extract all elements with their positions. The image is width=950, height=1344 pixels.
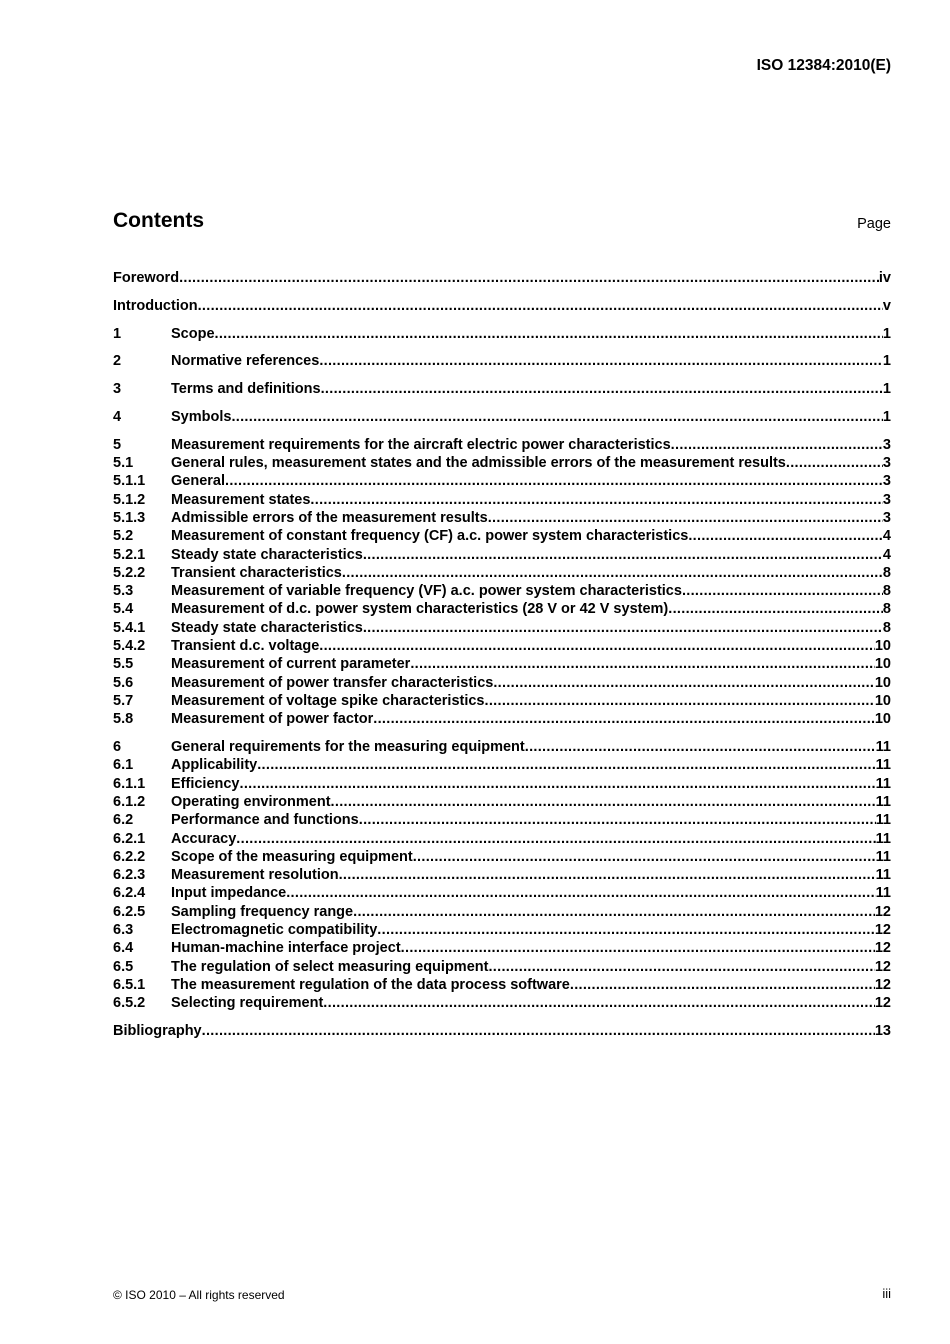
toc-entry-page: 12 [874, 958, 891, 975]
toc-entry-title: Scope of the measuring equipment [171, 848, 413, 865]
toc-entry-page: 11 [875, 775, 891, 792]
toc-entry-number: 6.2.3 [113, 867, 146, 884]
toc-dot-leader [319, 637, 875, 655]
toc-entry-number: 1 [113, 325, 122, 342]
toc-entry-page: iv [878, 270, 891, 286]
toc-entry-title: Admissible errors of the measurement results [171, 509, 488, 526]
toc-entry-title: Measurement of voltage spike characteristics [171, 692, 485, 709]
toc-entry-page: 13 [874, 1022, 891, 1039]
toc-entry[interactable] [113, 491, 891, 509]
toc-entry-page: 3 [882, 436, 891, 453]
toc-entry-page: 1 [882, 381, 891, 398]
toc-entry-page: 3 [882, 455, 891, 472]
toc-dot-leader [257, 756, 875, 774]
toc-entry-title: Steady state characteristics [171, 546, 363, 563]
toc-dot-leader [179, 269, 879, 287]
toc-entry-number: 5.4.1 [113, 619, 146, 636]
footer-copyright: © ISO 2010 – All rights reserved [113, 1288, 285, 1302]
toc-entry-title: Accuracy [171, 830, 237, 847]
toc-entry[interactable] [113, 655, 891, 673]
toc-entry[interactable] [113, 436, 891, 454]
toc-entry-title: Applicability [171, 757, 258, 774]
contents-heading: Contents [113, 209, 204, 232]
toc-entry-title: Steady state characteristics [171, 619, 363, 636]
toc-entry-number: 6.2 [113, 812, 134, 829]
toc-entry-title: Measurement of power factor [171, 711, 374, 728]
toc-dot-leader [319, 352, 883, 370]
toc-entry-page: 11 [875, 830, 891, 847]
toc-entry-page: 8 [882, 619, 891, 636]
toc-entry-title: Efficiency [171, 775, 240, 792]
toc-entry-number: 5.1.2 [113, 491, 146, 508]
toc-dot-leader [401, 939, 875, 957]
toc-dot-leader [331, 793, 876, 811]
toc-entry-title: Input impedance [171, 885, 287, 902]
toc-entry[interactable] [113, 939, 891, 957]
toc-entry[interactable] [113, 454, 891, 472]
toc-entry[interactable] [113, 848, 891, 866]
toc-entry[interactable] [113, 352, 891, 370]
toc-entry-title: Terms and definitions [171, 381, 321, 398]
toc-dot-leader [668, 600, 883, 618]
toc-entry[interactable] [113, 756, 891, 774]
toc-dot-leader [410, 655, 875, 673]
toc-dot-leader [525, 738, 876, 756]
toc-entry[interactable] [113, 1022, 891, 1040]
toc-entry-number: 6 [113, 739, 122, 756]
toc-entry-page: 12 [874, 903, 891, 920]
toc-entry-page: 11 [875, 885, 891, 902]
toc-entry-page: 1 [882, 408, 891, 425]
toc-entry-title: General [171, 473, 225, 490]
toc-entry[interactable] [113, 903, 891, 921]
toc-dot-leader [688, 527, 883, 545]
toc-entry-page: 1 [882, 353, 891, 370]
toc-entry-page: 10 [874, 674, 891, 691]
toc-dot-leader [377, 921, 875, 939]
toc-entry-page: 4 [882, 528, 891, 545]
toc-entry-title: Scope [171, 325, 215, 342]
toc-dot-leader [570, 976, 875, 994]
toc-entry[interactable] [113, 269, 891, 287]
toc-entry-title: Sampling frequency range [171, 903, 354, 920]
toc-entry[interactable] [113, 811, 891, 829]
toc-entry-number: 5.7 [113, 692, 134, 709]
toc-entry[interactable] [113, 775, 891, 793]
toc-entry[interactable] [113, 674, 891, 692]
toc-entry[interactable] [113, 866, 891, 884]
toc-dot-leader [353, 903, 875, 921]
toc-entry-number: 4 [113, 408, 122, 425]
toc-entry[interactable] [113, 921, 891, 939]
toc-dot-leader [488, 958, 874, 976]
toc-entry-title: Electromagnetic compatibility [171, 922, 378, 938]
toc-entry-page: v [882, 297, 891, 314]
toc-dot-leader [488, 509, 883, 527]
toc-entry[interactable] [113, 976, 891, 994]
toc-entry-title: Measurement of variable frequency (VF) a.c. power system characteristics [171, 583, 682, 600]
toc-entry[interactable] [113, 958, 891, 976]
toc-entry[interactable] [113, 710, 891, 728]
toc-entry[interactable] [113, 564, 891, 582]
toc-dot-leader [323, 994, 875, 1012]
toc-entry-title: Measurement resolution [171, 867, 339, 884]
page-column-label: Page [857, 216, 891, 232]
toc-entry-number: 6.1.2 [113, 793, 146, 810]
toc-dot-leader [286, 884, 875, 902]
toc-entry-title: Transient d.c. voltage [171, 638, 320, 655]
toc-dot-leader [786, 454, 883, 472]
toc-entry-number: 6.2.5 [113, 903, 146, 920]
toc-entry-number: 5.2 [113, 528, 134, 545]
toc-entry-number: 6.2.4 [113, 885, 146, 902]
toc-entry-number: 6.5.1 [113, 976, 146, 993]
toc-entry[interactable] [113, 297, 891, 315]
toc-entry-page: 3 [882, 509, 891, 526]
toc-entry-number: 5.3 [113, 583, 134, 600]
toc-entry[interactable] [113, 509, 891, 527]
toc-entry-page: 4 [882, 546, 891, 563]
toc-entry[interactable] [113, 325, 891, 343]
toc-entry-number: 5.4 [113, 601, 134, 618]
toc-entry-number: 5.4.2 [113, 638, 146, 655]
toc-entry-title: Introduction [113, 297, 198, 314]
toc-dot-leader [240, 775, 876, 793]
toc-entry-number: 6.1 [113, 757, 134, 774]
footer-page-number: iii [882, 1286, 891, 1301]
toc-entry-page: 11 [875, 867, 891, 884]
toc-dot-leader [339, 866, 876, 884]
toc-entry-page: 11 [875, 757, 891, 774]
toc-entry-title: Symbols [171, 408, 232, 425]
toc-entry[interactable] [113, 738, 891, 756]
toc-entry-title: Measurement of current parameter [171, 656, 411, 673]
toc-entry-number: 2 [113, 353, 122, 370]
toc-entry-number: 6.5 [113, 958, 134, 975]
toc-entry-title: Performance and functions [171, 812, 359, 829]
toc-dot-leader [682, 582, 883, 600]
toc-entry-page: 11 [875, 793, 891, 810]
toc-entry-number: 5.1.3 [113, 509, 146, 526]
toc-entry-number: 5.2.2 [113, 564, 146, 581]
toc-dot-leader [225, 472, 883, 490]
toc-entry[interactable] [113, 472, 891, 490]
toc-entry-title: Measurement states [171, 491, 311, 508]
toc-entry[interactable] [113, 380, 891, 398]
toc-entry-title: General rules, measurement states and the admissible errors of the measurement results [171, 455, 786, 472]
toc-entry-page: 12 [874, 922, 891, 938]
toc-dot-leader [215, 325, 883, 343]
toc-entry-page: 1 [882, 325, 891, 342]
toc-entry-page: 10 [874, 692, 891, 709]
toc-entry[interactable] [113, 546, 891, 564]
toc-entry[interactable] [113, 408, 891, 426]
toc-dot-leader [342, 564, 883, 582]
toc-entry-number: 6.3 [113, 922, 134, 938]
toc-entry-page: 8 [882, 601, 891, 618]
toc-dot-leader [485, 692, 875, 710]
toc-entry-number: 5 [113, 436, 122, 453]
toc-entry-title: Measurement of d.c. power system characteristics (28 V or 42 V system) [171, 601, 669, 618]
toc-entry-title: Selecting requirement [171, 995, 324, 1012]
toc-entry-number: 5.1.1 [113, 473, 146, 490]
toc-entry-page: 12 [874, 995, 891, 1012]
toc-dot-leader [671, 436, 883, 454]
toc-entry[interactable] [113, 582, 891, 600]
toc-entry-number: 5.6 [113, 674, 134, 691]
toc-entry-title: The regulation of select measuring equipment [171, 958, 489, 975]
toc-entry-page: 10 [874, 638, 891, 655]
toc-dot-leader [413, 848, 876, 866]
table-of-contents [113, 269, 891, 1040]
toc-entry-title: The measurement regulation of the data process software [171, 976, 570, 993]
toc-entry-title: Operating environment [171, 793, 331, 810]
toc-entry-title: Measurement of constant frequency (CF) a.c. power system characteristics [171, 528, 689, 545]
toc-entry-number: 6.5.2 [113, 995, 146, 1012]
toc-entry-page: 11 [875, 848, 891, 865]
toc-entry[interactable] [113, 619, 891, 637]
toc-entry-title: Normative references [171, 353, 320, 370]
toc-entry-title: Measurement of power transfer characteristics [171, 674, 494, 691]
toc-entry-number: 5.8 [113, 711, 134, 728]
toc-entry-title: Human-machine interface project [171, 940, 401, 957]
toc-entry-page: 11 [875, 812, 891, 829]
toc-entry-title: Foreword [113, 270, 180, 286]
toc-dot-leader [363, 619, 883, 637]
toc-entry[interactable] [113, 637, 891, 655]
toc-entry-page: 3 [882, 473, 891, 490]
toc-entry-number: 5.2.1 [113, 546, 146, 563]
toc-entry-title: Bibliography [113, 1022, 202, 1039]
toc-entry-number: 6.2.2 [113, 848, 146, 865]
toc-entry-number: 6.1.1 [113, 775, 146, 792]
toc-entry[interactable] [113, 830, 891, 848]
toc-entry[interactable] [113, 793, 891, 811]
toc-entry-page: 12 [874, 940, 891, 957]
toc-dot-leader [236, 830, 875, 848]
document-id: ISO 12384:2010(E) [756, 57, 891, 74]
toc-entry-title: Measurement requirements for the aircraft electric power characteristics [171, 436, 671, 453]
toc-entry[interactable] [113, 600, 891, 618]
toc-dot-leader [310, 491, 883, 509]
toc-dot-leader [373, 710, 875, 728]
toc-dot-leader [202, 1022, 875, 1040]
toc-entry-number: 6.2.1 [113, 830, 146, 847]
toc-entry-title: General requirements for the measuring equipment [171, 739, 525, 756]
toc-dot-leader [363, 546, 883, 564]
toc-entry-page: 8 [882, 564, 891, 581]
toc-dot-leader [231, 408, 882, 426]
toc-dot-leader [493, 674, 875, 692]
toc-entry[interactable] [113, 884, 891, 902]
toc-entry-page: 10 [874, 711, 891, 728]
toc-entry[interactable] [113, 994, 891, 1012]
toc-entry[interactable] [113, 527, 891, 545]
toc-entry-title: Transient characteristics [171, 564, 342, 581]
toc-dot-leader [198, 297, 883, 315]
toc-dot-leader [321, 380, 883, 398]
toc-entry-number: 5.5 [113, 656, 134, 673]
toc-entry[interactable] [113, 692, 891, 710]
toc-entry-page: 10 [874, 656, 891, 673]
toc-dot-leader [359, 811, 876, 829]
toc-entry-page: 8 [882, 583, 891, 600]
toc-entry-page: 12 [874, 976, 891, 993]
toc-entry-page: 3 [882, 491, 891, 508]
toc-entry-number: 5.1 [113, 455, 134, 472]
toc-entry-page: 11 [875, 739, 891, 756]
toc-entry-number: 3 [113, 381, 122, 398]
toc-entry-number: 6.4 [113, 940, 134, 957]
